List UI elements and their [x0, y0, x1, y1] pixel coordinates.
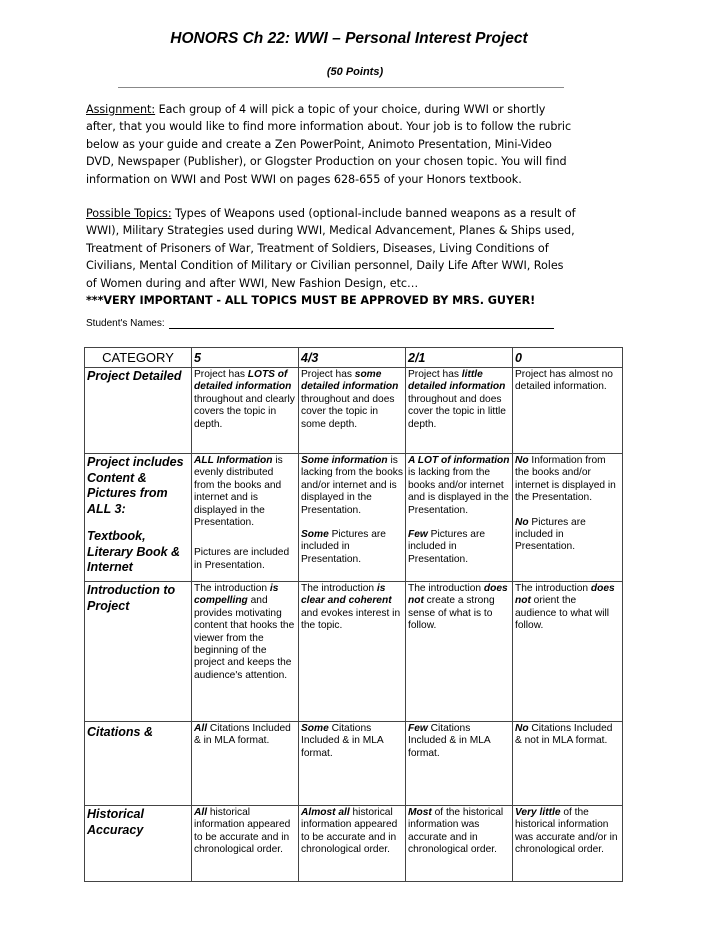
- header-score-2-1: 2/1: [406, 348, 513, 368]
- rubric-cell: Some Citations Included & in MLA format.: [299, 722, 406, 806]
- rubric-row-project-detailed: [85, 368, 623, 454]
- students-names-line[interactable]: [169, 319, 554, 329]
- rubric-cell: Most of the historical information was accurate and in chronological order.: [406, 806, 513, 882]
- assignment-label: Assignment:: [86, 103, 156, 116]
- rubric-cell: The introduction does not orient the audience to what will follow.: [513, 582, 623, 722]
- topics-text: Types of Weapons used (optional-include banned weapons as a result of WWI), Military Strategies used during WWI, Medical Advancement, Planes & Ships used, Treatment of Prisoners of War, Treatment of Soldiers, Diseases, Living Conditions of Civilians, Mental Condition of Military or Civilian personnel, Daily Life After WWI, Roles of Women during and after WWI, New Fashion Design, etc…: [86, 207, 576, 290]
- rubric-cell: A LOT of information is lacking from the books and/or internet and is displayed in the Presentation. Few Pictures are included in Presentation.: [406, 454, 513, 582]
- assignment-text: Each group of 4 will pick a topic of your choice, during WWI or shortly after, that you would like to find more information about. Your job is to follow the rubric below as your guide and create a Zen PowerPoint, Animoto Presentation, Mini-Video DVD, Newspaper (Publisher), or Glogster Production on your chosen topic. You will find information on WWI and Post WWI on pages 628-655 of your Honors textbook.: [86, 103, 572, 186]
- assignment-paragraph: [86, 101, 576, 188]
- rubric-cell: Project has LOTS of detailed information throughout and clearly covers the topic in depth.: [192, 368, 299, 454]
- rubric-cell: No Citations Included & not in MLA format.: [513, 722, 623, 806]
- students-names-field: [86, 318, 554, 329]
- students-names-label: Student's Names:: [86, 318, 165, 329]
- rubric-cell: The introduction is clear and coherent and evokes interest in the topic.: [299, 582, 406, 722]
- header-score-0: 0: [513, 348, 623, 368]
- rubric-cell: Some information is lacking from the books and/or internet and is displayed in the Presentation. Some Pictures are included in Presentation.: [299, 454, 406, 582]
- topics-label: Possible Topics:: [86, 207, 172, 220]
- row-category: Introduction to Project: [85, 582, 192, 722]
- rubric-cell: Almost all historical information appeared to be accurate and in chronological order.: [299, 806, 406, 882]
- rubric-cell: Project has some detailed information throughout and does cover the topic in some depth.: [299, 368, 406, 454]
- rubric-cell: Few Citations Included & in MLA format.: [406, 722, 513, 806]
- rubric-cell: Very little of the historical information was accurate and/or in chronological order.: [513, 806, 623, 882]
- rubric-cell: All Citations Included & in MLA format.: [192, 722, 299, 806]
- rubric-cell: ALL Information is evenly distributed from the books and internet and is displayed in the Presentation. Pictures are included in Presentation.: [192, 454, 299, 582]
- rubric-cell: Project has little detailed information throughout and does cover the topic in little depth.: [406, 368, 513, 454]
- row-category: Project Detailed: [85, 368, 192, 454]
- topics-paragraph: [86, 205, 576, 309]
- rubric-row-content-pictures: [85, 454, 623, 582]
- row-category: Historical Accuracy: [85, 806, 192, 882]
- rubric-header-row: [85, 348, 623, 368]
- rubric-cell: No Information from the books and/or internet is displayed in the Presentation. No Pictures are included in Presentation.: [513, 454, 623, 582]
- important-note: ***VERY IMPORTANT - ALL TOPICS MUST BE APPROVED BY MRS. GUYER!: [86, 294, 536, 308]
- header-score-4-3: 4/3: [299, 348, 406, 368]
- points-label: (50 Points): [326, 66, 384, 78]
- header-category: CATEGORY: [85, 348, 192, 368]
- rubric-cell: Project has almost no detailed information.: [513, 368, 623, 454]
- header-score-5: 5: [192, 348, 299, 368]
- rubric-row-historical-accuracy: [85, 806, 623, 882]
- rubric-table: [84, 347, 623, 882]
- rubric-row-introduction: [85, 582, 623, 722]
- row-category: Citations &: [85, 722, 192, 806]
- row-category: Project includes Content & Pictures from ALL 3: Textbook, Literary Book & Internet: [85, 454, 192, 582]
- title-divider: [118, 87, 564, 88]
- rubric-cell: The introduction is compelling and provides motivating content that hooks the viewer from the beginning of the project and keeps the audience's attention.: [192, 582, 299, 722]
- rubric-cell: The introduction does not create a strong sense of what is to follow.: [406, 582, 513, 722]
- rubric-row-citations: [85, 722, 623, 806]
- rubric-cell: All historical information appeared to be accurate and in chronological order.: [192, 806, 299, 882]
- document-title: HONORS Ch 22: WWI – Personal Interest Project: [170, 30, 528, 47]
